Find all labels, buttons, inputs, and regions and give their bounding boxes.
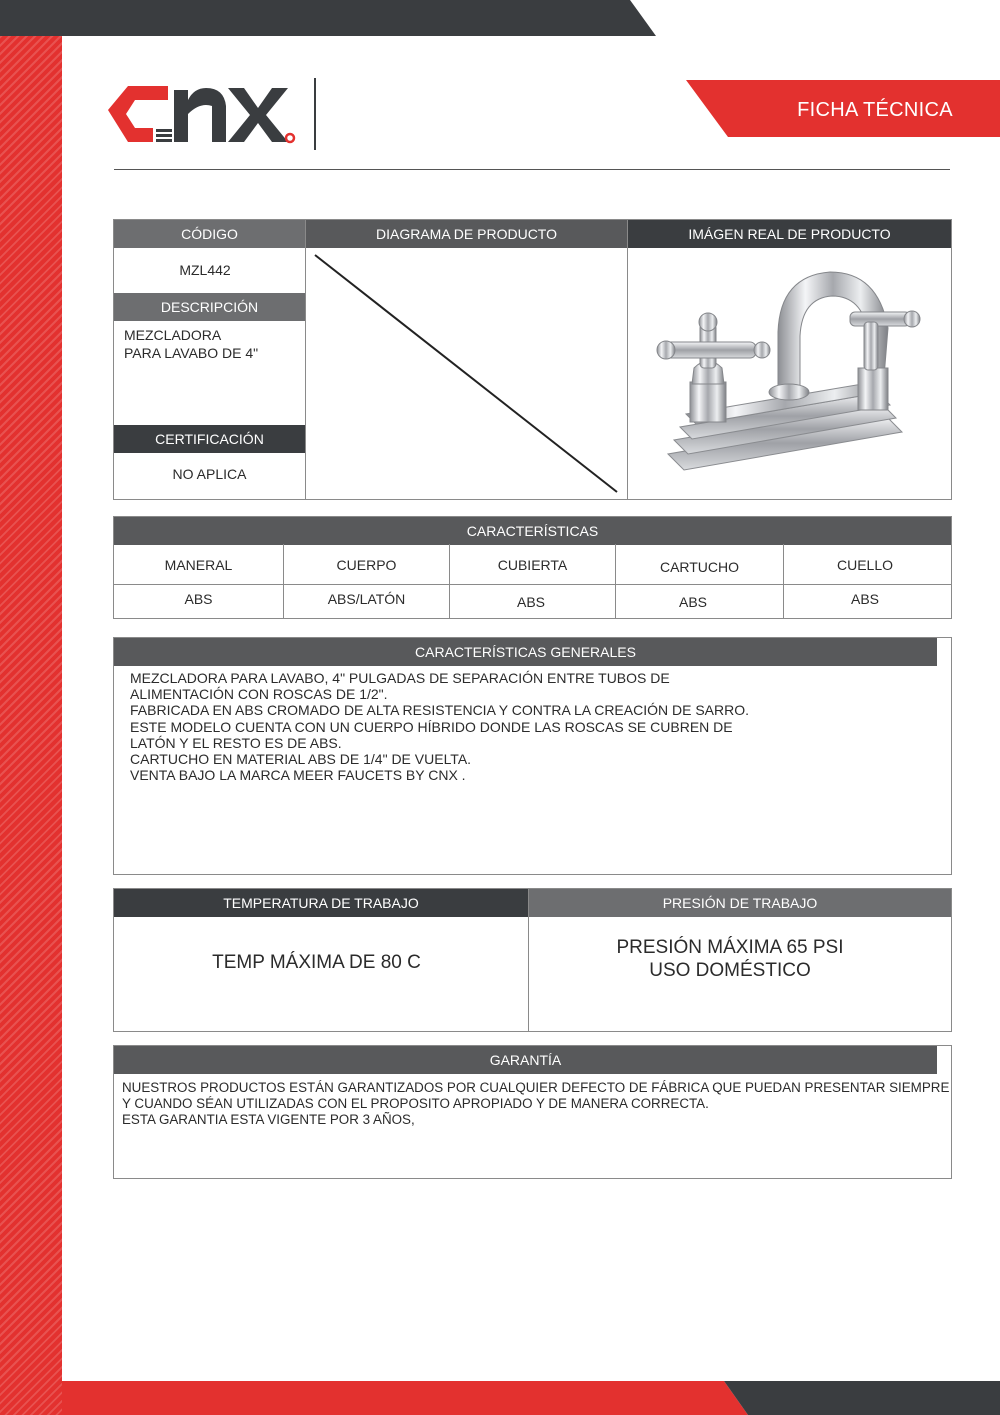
descripcion-text (124, 327, 258, 362)
codigo-header: CÓDIGO (114, 220, 305, 248)
column-header: MANERAL (164, 557, 233, 573)
presion-value (529, 936, 931, 982)
top-decor-bar (0, 0, 1000, 36)
presion-header: PRESIÓN DE TRABAJO (529, 889, 951, 917)
descripcion-line: MEZCLADORA (124, 327, 222, 343)
product-divider-2 (627, 219, 628, 500)
garantia-text (122, 1080, 949, 1129)
diagrama-header: DIAGRAMA DE PRODUCTO (306, 220, 627, 248)
garantia-line: Y CUANDO SÉAN UTILIZADAS CON EL PROPOSITO APROPIADO Y DE MANERA CORRECTA. (122, 1096, 709, 1112)
codigo-value: MZL442 (179, 262, 231, 278)
column-header: CUERPO (336, 557, 397, 573)
column-header: CARTUCHO (659, 559, 740, 575)
column-value: ABS/LATÓN (327, 591, 406, 607)
generales-line: MEZCLADORA PARA LAVABO, 4" PULGADAS DE SEPARACIÓN ENTRE TUBOS DE (130, 670, 670, 686)
generales-line: LATÓN Y EL RESTO ES DE ABS. (130, 734, 342, 751)
certificacion-header: CERTIFICACIÓN (114, 425, 305, 453)
column-value: ABS (516, 594, 545, 610)
presion-line: PRESIÓN MÁXIMA 65 PSI (616, 937, 844, 958)
header-rule (114, 169, 950, 170)
caracteristicas-header: CARACTERÍSTICAS (114, 517, 951, 545)
garantia-header: GARANTÍA (114, 1046, 937, 1074)
column-value: ABS (184, 591, 213, 607)
column-header: CUBIERTA (497, 557, 568, 573)
garantia-line: NUESTROS PRODUCTOS ESTÁN GARANTIZADOS POR CUALQUIER DEFECTO DE FÁBRICA QUE PUEDAN PRESENTAR SIEMPRE (122, 1080, 950, 1095)
generales-text (130, 670, 749, 783)
faucet-photo (650, 262, 935, 490)
bottom-decor-bar (0, 1381, 1000, 1415)
descripcion-line: PARA LAVABO DE 4" (124, 344, 259, 361)
column-value: ABS (850, 591, 879, 607)
presion-line: USO DOMÉSTICO (649, 960, 811, 981)
cnx-logo (108, 80, 300, 146)
left-red-stripe (0, 36, 62, 1415)
caracteristicas-row-divider (114, 584, 951, 585)
generales-line: FABRICADA EN ABS CROMADO DE ALTA RESISTENCIA Y CONTRA LA CREACIÓN DE SARRO. (130, 702, 750, 719)
logo-divider (314, 78, 316, 150)
doc-title: FICHA TÉCNICA (797, 99, 953, 121)
temperatura-header: TEMPERATURA DE TRABAJO (114, 889, 528, 917)
diagram-placeholder (306, 248, 627, 499)
column-value: ABS (678, 594, 707, 610)
generales-line: VENTA BAJO LA MARCA MEER FAUCETS BY CNX . (130, 767, 466, 784)
garantia-line: ESTA GARANTIA ESTA VIGENTE POR 3 AÑOS, (122, 1112, 415, 1128)
generales-line: CARTUCHO EN MATERIAL ABS DE 1/4" DE VUELTA. (130, 751, 472, 768)
generales-line: ESTE MODELO CUENTA CON UN CUERPO HÍBRIDO DONDE LAS ROSCAS SE CUBREN DE (130, 718, 733, 735)
certificacion-value: NO APLICA (172, 466, 247, 482)
descripcion-header: DESCRIPCIÓN (114, 293, 305, 321)
generales-header: CARACTERÍSTICAS GENERALES (114, 638, 937, 666)
generales-line: ALIMENTACIÓN CON ROSCAS DE 1/2". (130, 686, 388, 703)
column-header: CUELLO (836, 557, 894, 573)
temperatura-value: TEMP MÁXIMA DE 80 C (212, 952, 421, 973)
imagen-header: IMÁGEN REAL DE PRODUCTO (628, 220, 951, 248)
